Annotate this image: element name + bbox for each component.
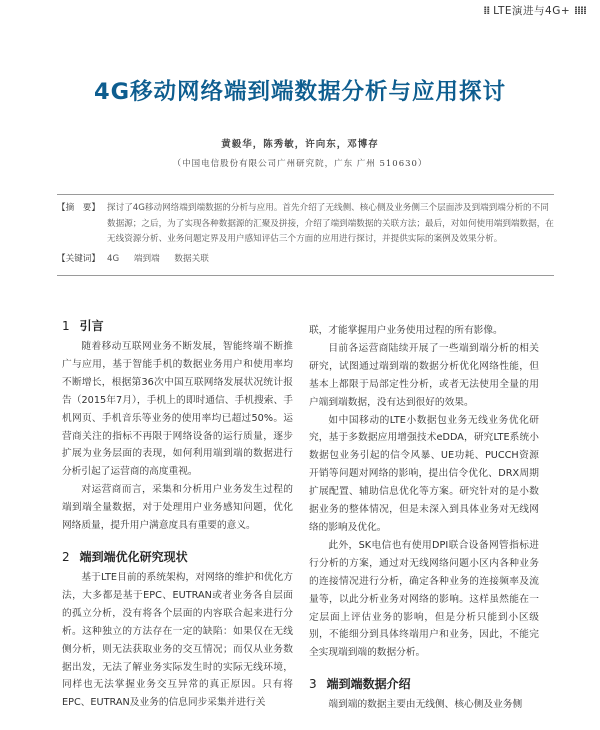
tag-bars-right: ⁞⁞⁞⁞ [574, 5, 586, 17]
tag-bars-left: ⁞⁞ [483, 5, 490, 17]
section-title: 端到端数据介绍 [326, 677, 411, 692]
keywords-row [57, 252, 554, 268]
paragraph: 基于LTE目前的系统架构，对网络的维护和优化方法，大多都是基于EPC、EUTRAN或者业务各自层面的孤立分析，没有将各个层面的内容联合起来进行分析。这种独立的方法存在一定的缺陷：如果仅在无线侧分析，则无法获取业务的交互情况；而仅从业务数据出发，无法了解业务实际发生时的实际无线环境，同样也无法掌握业务交互异常的真正原因。只有将EPC、EUTRAN及业务的信息同步采集并进行关 [62, 571, 293, 709]
authors: 黄毅华，陈秀敏，许向东，邓博存 [221, 139, 379, 150]
abstract-text: 探讨了4G移动网络端到端数据的分析与应用。首先介绍了无线侧、核心侧及业务侧三个层面涉及到端到端分析的不同数据源；之后，为了实现各种数据源的汇聚及拼接，介绍了端到端数据的关联方法；最后，对如何使用端到端数据，在无线资源分析、业务问题定界及用户感知评估三个方面的应用进行探讨，并提供实际的案例及效果分析。 [107, 203, 554, 244]
section-heading [62, 547, 293, 569]
abstract-row [57, 201, 554, 248]
section-number: 2 [62, 550, 70, 565]
keyword: 4G [107, 253, 120, 264]
section-title: 引言 [79, 319, 104, 334]
paper-title: 4G移动网络端到端数据分析与应用探讨 [93, 79, 507, 105]
left-column [62, 316, 293, 712]
section-heading [309, 674, 539, 696]
paragraph: 端到端的数据主要由无线侧、核心侧及业务侧 [328, 699, 523, 711]
keyword: 数据关联 [174, 253, 209, 264]
keyword: 端到端 [133, 253, 160, 264]
section-number: 1 [62, 319, 70, 334]
keywords-label: 【关键词】 [57, 253, 100, 264]
paragraph: 对运营商而言，采集和分析用户业务发生过程的端到端全量数据，对于处理用户业务感知问题，优化网络质量，提升用户满意度具有重要的意义。 [62, 484, 293, 532]
paragraph: 如中国移动的LTE小数据包业务无线业务优化研究，基于多数据应用增强技术eDDA，研究LTE系统小数据包业务引起的信令风暴、UE功耗、PUCCH资源开销等问题对网络的影响，提出信令优化、DRX周期扩展配置、辅助信息优化等方案。研究针对的是小数据业务的整体情况，但是未深入到具体业务对无线网络的影响及优化。 [309, 414, 539, 533]
paragraph: 此外，SK电信也有使用DPI联合设备网管指标进行分析的方案，通过对无线网络问题小区内各种业务的连接情况进行分析，确定各种业务的连接频率及流量等，以此分析业务对网络的影响。这样虽然能在一定层面上评估业务的影响，但是分析只能到小区级别，不能细分到具体终端用户和业务，因此，不能完全实现端到端的数据分析。 [309, 539, 539, 659]
section-title: 端到端优化研究现状 [79, 550, 188, 565]
abstract-box [57, 194, 554, 276]
right-column [309, 322, 539, 714]
paragraph: 目前各运营商陆续开展了一些端到端分析的相关研究，试图通过端到端的数据分析优化网络性能，但基本上都限于局部定性分析，或者无法使用全量的用户端到端数据，没有达到很好的效果。 [309, 342, 539, 408]
section-heading [62, 316, 293, 338]
tag-text: LTE演进与4G+ [493, 5, 571, 17]
affiliation: （中国电信股份有限公司广州研究院，广东 广州 510630） [172, 159, 428, 169]
section-number: 3 [309, 677, 317, 692]
abstract-label: 【摘 要】 [57, 203, 100, 213]
paragraph: 联，才能掌握用户业务使用过程的所有影像。 [309, 325, 503, 336]
paragraph: 随着移动互联网业务不断发展，智能终端不断推广与应用，基于智能手机的数据业务用户和使用率均不断增长，根据第36次中国互联网络发展状况统计报告（2015年7月），手机上的即时通信、手机搜索、手机网页、手机音乐等业务的使用率均已超过50%。运营商关注的指标不再限于网络设备的运行质量，逐步扩展为业务层面的表现，如何利用端到端的数据进行分析引起了运营商的高度重视。 [62, 341, 293, 478]
keywords-list [107, 252, 554, 268]
column-tag [483, 3, 586, 18]
